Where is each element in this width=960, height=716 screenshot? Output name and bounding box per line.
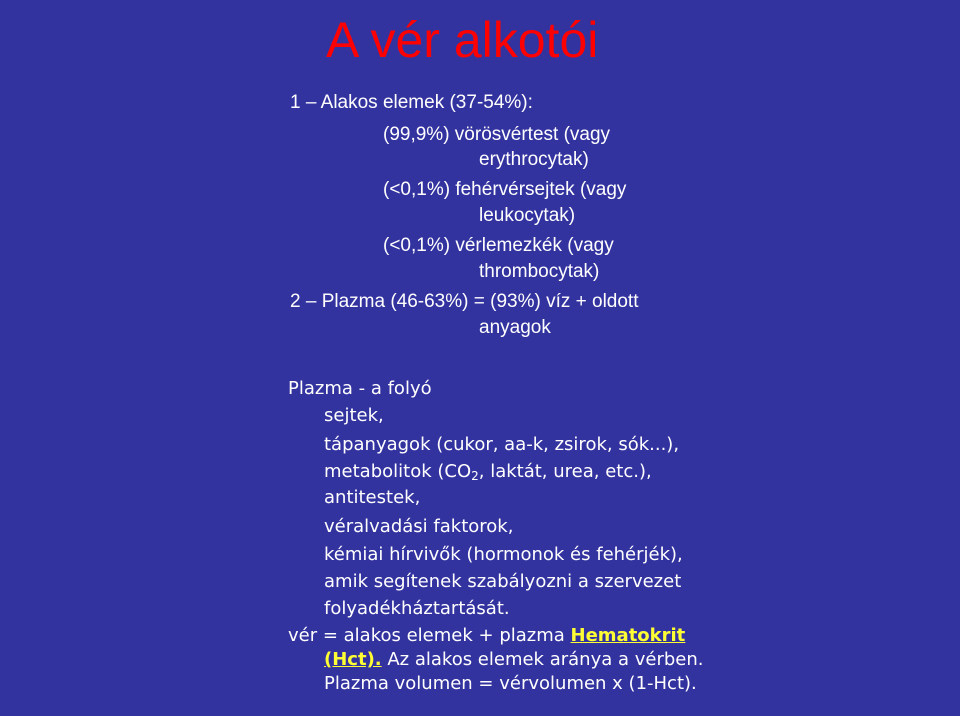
list-item-leukocyte-line2: leukocytak): [479, 205, 576, 226]
plasma-veralvadasi: véralvadási faktorok,: [324, 516, 514, 537]
slide-title: A vér alkotói: [326, 12, 599, 68]
metabolitok-post: , laktát, urea, etc.),: [478, 461, 652, 482]
list-item-leukocyte-line1: (<0,1%) fehérvérsejtek (vagy: [383, 179, 627, 200]
plasma-heading: Plazma - a folyó: [288, 378, 432, 399]
plasma-sejtek: sejtek,: [324, 405, 384, 426]
section2-line1: 2 – Plazma (46-63%) = (93%) víz + oldott: [290, 291, 639, 312]
section1-heading: 1 – Alakos elemek (37-54%):: [290, 92, 533, 113]
list-item-thrombocyte-line1: (<0,1%) vérlemezkék (vagy: [383, 235, 614, 256]
plasma-folyadek: folyadékháztartását.: [324, 598, 510, 619]
formula-line3: Plazma volumen = vérvolumen x (1-Hct).: [324, 673, 697, 694]
plasma-amik: amik segítenek szabályozni a szervezet: [324, 571, 682, 592]
formula-line1: [288, 625, 685, 647]
hct-abbreviation: (Hct).: [324, 649, 382, 670]
list-item-thrombocyte-line2: thrombocytak): [479, 261, 600, 282]
formula-line2: [324, 649, 704, 671]
plasma-kemiai: kémiai hírvivők (hormonok és fehérjék),: [324, 544, 683, 565]
list-item-erythrocyte-line2: erythrocytak): [479, 149, 589, 170]
formula-line2-text: Az alakos elemek aránya a vérben.: [381, 649, 704, 670]
plasma-tapanyagok: tápanyagok (cukor, aa-k, zsirok, sók...),: [324, 434, 680, 455]
list-item-erythrocyte-line1: (99,9%) vörösvértest (vagy: [383, 124, 611, 145]
hematokrit-term: Hematokrit: [570, 625, 686, 646]
co2-subscript: 2: [471, 469, 479, 483]
metabolitok-pre: metabolitok (CO: [324, 461, 472, 482]
plasma-antitestek: antitestek,: [324, 487, 421, 508]
formula-line1-text: vér = alakos elemek + plazma: [288, 625, 571, 646]
plasma-metabolitok: [324, 461, 652, 487]
section2-line2: anyagok: [479, 317, 551, 338]
